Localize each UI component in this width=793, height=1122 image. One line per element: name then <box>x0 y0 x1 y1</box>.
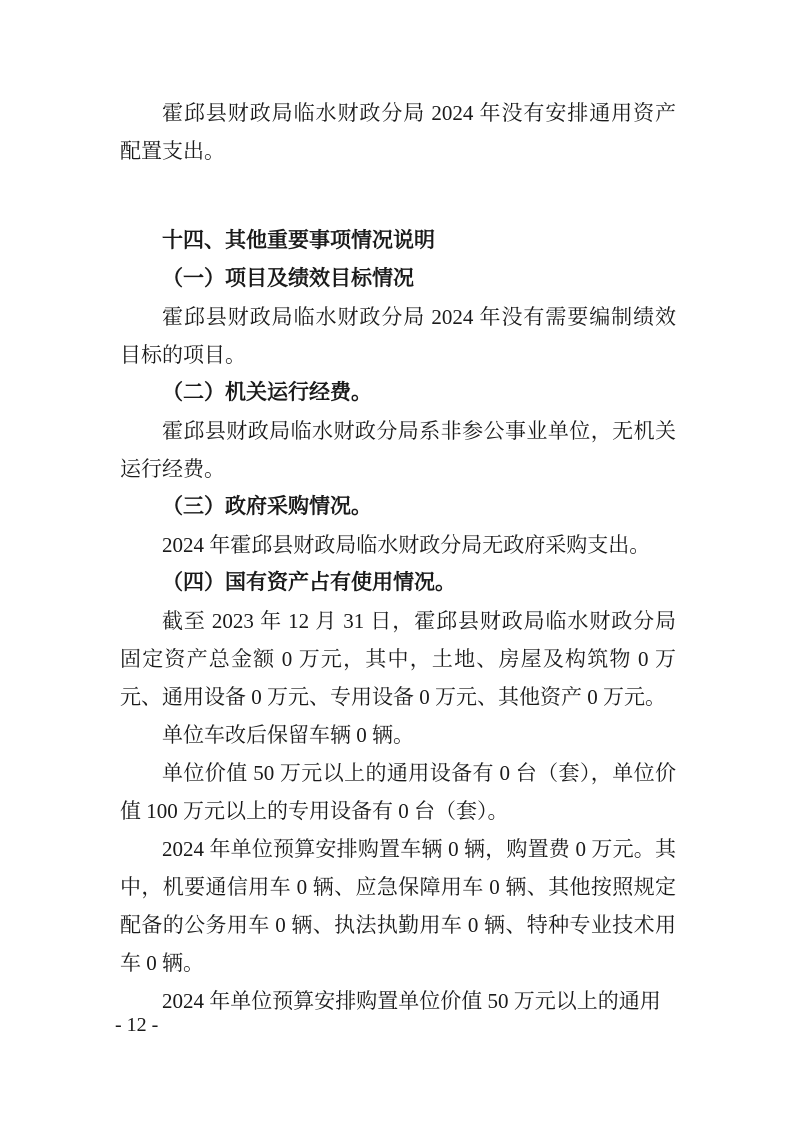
equipment-count-paragraph: 单位价值 50 万元以上的通用设备有 0 台（套），单位价值 100 万元以上的专用设备有 0 台（套）。 <box>120 761 676 823</box>
performance-targets-paragraph: 霍邱县财政局临水财政分局 2024 年没有需要编制绩效目标的项目。 <box>120 305 676 367</box>
section-spacer <box>120 170 676 222</box>
subsection-heading-4: （四）国有资产占有使用情况。 <box>162 571 456 594</box>
subsection-heading-2: （二）机关运行经费。 <box>162 381 372 404</box>
retained-vehicles-paragraph: 单位车改后保留车辆 0 辆。 <box>162 723 414 747</box>
page-number: - 12 - <box>115 1014 159 1036</box>
vehicle-budget-paragraph: 2024 年单位预算安排购置车辆 0 辆，购置费 0 万元。其中，机要通信用车 0 辆、应急保障用车 0 辆、其他按照规定配备的公务用车 0 辆、执法执勤用车 0 辆、特种专业技术用车 0 辆。 <box>120 837 676 975</box>
equipment-budget-paragraph: 2024 年单位预算安排购置单位价值 50 万元以上的通用 <box>162 989 661 1013</box>
procurement-paragraph: 2024 年霍邱县财政局临水财政分局无政府采购支出。 <box>162 533 651 557</box>
section-heading-14: 十四、其他重要事项情况说明 <box>162 229 435 252</box>
subsection-heading-1: （一）项目及绩效目标情况 <box>162 267 414 290</box>
intro-paragraph: 霍邱县财政局临水财政分局 2024 年没有安排通用资产配置支出。 <box>120 101 676 163</box>
subsection-heading-3: （三）政府采购情况。 <box>162 495 372 518</box>
operating-funds-paragraph: 霍邱县财政局临水财政分局系非参公事业单位，无机关运行经费。 <box>120 419 676 481</box>
state-assets-paragraph: 截至 2023 年 12 月 31 日，霍邱县财政局临水财政分局固定资产总金额 0 万元，其中，土地、房屋及构筑物 0 万元、通用设备 0 万元、专用设备 0 万元、其他资产 0 万元。 <box>120 609 676 709</box>
